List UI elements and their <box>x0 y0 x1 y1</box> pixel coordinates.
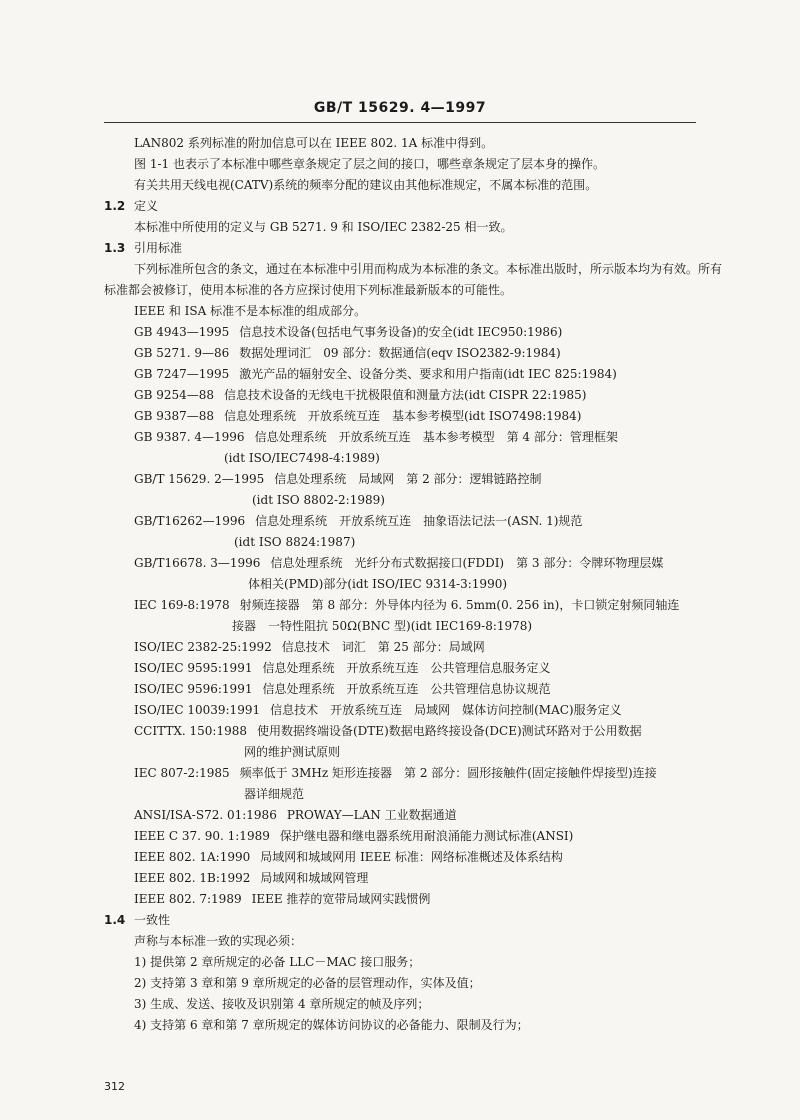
ref-item: IEC 169-8:1978 射频连接器 第 8 部分：外导体内径为 6. 5mm(0. 256 in)，卡口锁定射频同轴连 <box>134 598 680 612</box>
page-content <box>104 133 724 1036</box>
intro-line-1: LAN802 系列标准的附加信息可以在 IEEE 802. 1A 标准中得到。 <box>134 136 494 150</box>
ref-item: ISO/IEC 9596:1991 信息处理系统 开放系统互连 公共管理信息协议规范 <box>134 682 551 696</box>
intro-line-2: 图 1-1 也表示了本标准中哪些章条规定了层之间的接口，哪些章条规定了层本身的操作。 <box>134 157 605 171</box>
ref-item: GB 9387. 4—1996 信息处理系统 开放系统互连 基本参考模型 第 4 部分：管理框架 <box>134 430 618 444</box>
ref-item: ISO/IEC 10039:1991 信息技术 开放系统互连 局域网 媒体访问控制(MAC)服务定义 <box>134 703 622 717</box>
section-1-4-heading: 1.4 一致性 <box>104 913 171 927</box>
ref-item-continuation: 器详细规范 <box>244 787 305 801</box>
ref-item: ISO/IEC 2382-25:1992 信息技术 词汇 第 25 部分：局域网 <box>134 640 485 654</box>
section-1-2-heading: 1.2 定义 <box>104 199 159 213</box>
section-1-4-intro: 声称与本标准一致的实现必须： <box>134 934 303 948</box>
section-1-3-para2: IEEE 和 ISA 标准不是本标准的组成部分。 <box>134 304 367 318</box>
conformance-item: 4) 支持第 6 章和第 7 章所规定的媒体访问协议的必备能力、限制及行为； <box>134 1018 529 1032</box>
ref-item-continuation: (idt ISO/IEC7498-4:1989) <box>224 451 380 465</box>
ref-item: IEC 807-2:1985 频率低于 3MHz 矩形连接器 第 2 部分：圆形接触件(固定接触件焊接型)连接 <box>134 766 657 780</box>
ref-item: ANSI/ISA-S72. 01:1986 PROWAY—LAN 工业数据通道 <box>134 808 457 822</box>
ref-item: GB 4943—1995 信息技术设备(包括电气事务设备)的安全(idt IEC950:1986) <box>134 325 563 339</box>
section-1-3-heading: 1.3 引用标准 <box>104 241 183 255</box>
header-rule <box>104 122 696 123</box>
ref-item: GB/T16262—1996 信息处理系统 开放系统互连 抽象语法记法一(ASN. 1)规范 <box>134 514 583 528</box>
ref-item: IEEE 802. 1A:1990 局域网和城域网用 IEEE 标准：网络标准概述及体系结构 <box>134 850 563 864</box>
ref-item: GB/T16678. 3—1996 信息处理系统 光纤分布式数据接口(FDDI) 第 3 部分：令牌环物理层媒 <box>134 556 664 570</box>
page-number: 312 <box>104 1080 125 1093</box>
conformance-item: 2) 支持第 3 章和第 9 章所规定的必备的层管理动作，实体及值； <box>134 976 481 990</box>
ref-item-continuation: (idt ISO 8824:1987) <box>234 535 356 549</box>
ref-item: GB 7247—1995 激光产品的辐射安全、设备分类、要求和用户指南(idt IEC 825:1984) <box>134 367 617 381</box>
ref-item: CCITTX. 150:1988 使用数据终端设备(DTE)数据电路终接设备(DCE)测试环路对于公用数据 <box>134 724 642 738</box>
ref-item-continuation: 接器 一特性阻抗 50Ω(BNC 型)(idt IEC169-8:1978) <box>232 619 533 633</box>
ref-item: IEEE C 37. 90. 1:1989 保护继电器和继电器系统用耐浪涌能力测试标准(ANSI) <box>134 829 574 843</box>
ref-item-continuation: 体相关(PMD)部分(idt ISO/IEC 9314-3:1990) <box>248 577 508 591</box>
ref-item: ISO/IEC 9595:1991 信息处理系统 开放系统互连 公共管理信息服务定义 <box>134 661 551 675</box>
ref-item: GB 9254—88 信息技术设备的无线电干扰极限值和测量方法(idt CISPR 22:1985) <box>134 388 587 402</box>
ref-item: GB 9387—88 信息处理系统 开放系统互连 基本参考模型(idt ISO7498:1984) <box>134 409 582 423</box>
ref-item: GB/T 15629. 2—1995 信息处理系统 局域网 第 2 部分：逻辑链路控制 <box>134 472 542 486</box>
ref-item: IEEE 802. 1B:1992 局域网和城域网管理 <box>134 871 369 885</box>
section-1-2-text: 本标准中所使用的定义与 GB 5271. 9 和 ISO/IEC 2382-25 相一致。 <box>134 220 513 234</box>
ref-item-continuation: (idt ISO 8802-2:1989) <box>252 493 385 507</box>
conformance-item: 1) 提供第 2 章所规定的必备 LLC－MAC 接口服务； <box>134 955 421 969</box>
ref-item-continuation: 网的维护测试原则 <box>244 745 341 759</box>
intro-line-3: 有关共用天线电视(CATV)系统的频率分配的建议由其他标准规定，不属本标准的范围。 <box>134 178 598 192</box>
section-1-3-para1: 下列标准所包含的条文，通过在本标准中引用而构成为本标准的条文。本标准出版时，所示版本均为有效。所有标准都会被修订，使用本标准的各方应探讨使用下列标准最新版本的可能性。 <box>104 262 723 297</box>
ref-item: GB 5271. 9—86 数据处理词汇 09 部分：数据通信(eqv ISO2382-9:1984) <box>134 346 561 360</box>
standard-header: GB/T 15629. 4—1997 <box>313 100 487 116</box>
ref-item: IEEE 802. 7:1989 IEEE 推荐的宽带局域网实践惯例 <box>134 892 431 906</box>
conformance-item: 3) 生成、发送、接收及识别第 4 章所规定的帧及序列； <box>134 997 430 1011</box>
